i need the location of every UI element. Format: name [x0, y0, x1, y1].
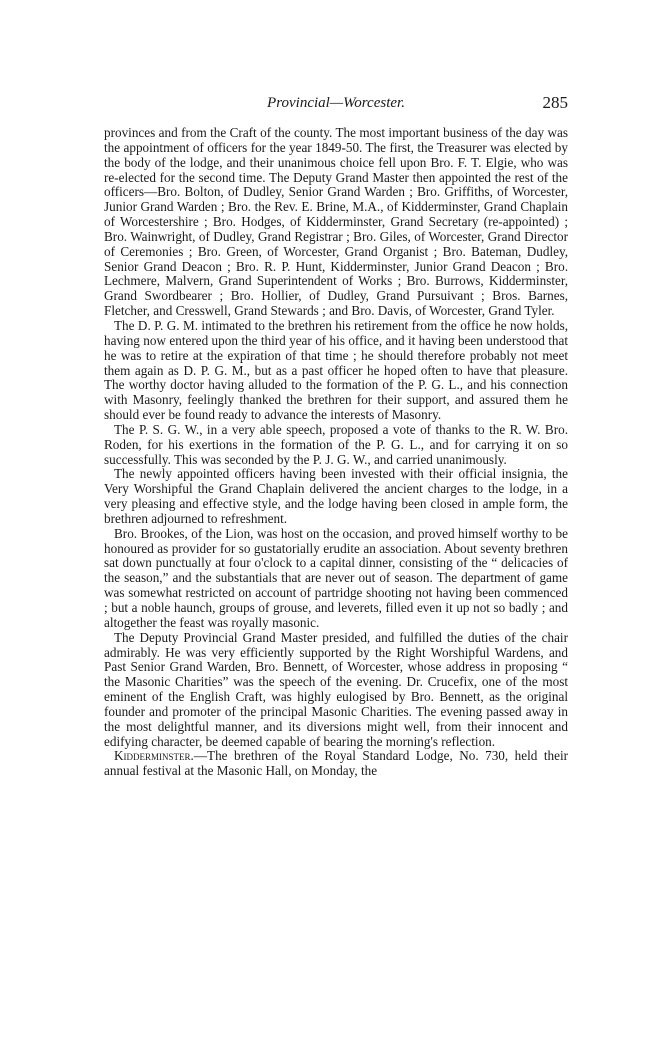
paragraph-dinner: Bro. Brookes, of the Lion, was host on the occasion, and proved himself worthy to be honoured as provider for so gustatorially erudite an association. About seventy brethren sat down punctually at four o'clock to a capital dinner, consisting of the “ delicacies of the season,” and the substantials that are never out of season. The department of game was somewhat restricted on account of partridge shooting not having been commenced ; but a noble haunch, groups of grouse, and leverets, filled even it up not so badly ; and altogether the feast was royally masonic. — [104, 525, 568, 630]
paragraph-investiture: The newly appointed officers having been invested with their official insignia, the Very Worshipful the Grand Chaplain delivered the ancient charges to the lodge, in a very pleasing and effective style, and the lodge having been closed in ample form, the brethren adjourned to refreshment. — [104, 466, 568, 526]
paragraph-retirement: The D. P. G. M. intimated to the brethren his retirement from the office he now holds, having now entered upon the third year of his office, and it having been understood that he was to retire at the expiration of that time ; he should therefore probably not meet them again as D. P. G. M., but as a past officer he hoped often to have that pleasure. The worthy doctor having alluded to the formation of the P. G. L., and his connection with Masonry, feelingly thanked the brethren for their support, and assured them he should ever be found ready to advance the interests of Masonry. — [104, 317, 568, 423]
running-title: Provincial—Worcester. — [267, 95, 405, 111]
section-lead: Kidderminster. — [114, 748, 194, 764]
paragraph-kidderminster — [104, 749, 568, 779]
paragraph-officers: provinces and from the Craft of the county. The most important business of the day was the appointment of officers for the year 1849-50. The first, the Treasurer was elected by the body of the lodge, and their unanimous choice fell upon Bro. F. T. Elgie, who was re-elected for the second time. The Deputy Grand Master then appointed the rest of the officers—Bro. Bolton, of Dudley, Senior Grand Warden ; Bro. Griffiths, of Worcester, Junior Grand Warden ; Bro. the Rev. E. Brine, M.A., of Kidderminster, Grand Chaplain of Worcestershire ; Bro. Hodges, of Kidderminster, Grand Secretary (re-appointed) ; Bro. Wainwright, of Dudley, Grand Registrar ; Bro. Giles, of Worcester, Grand Director of Ceremonies ; Bro. Green, of Worcester, Grand Organist ; Bro. Bateman, Dudley, Senior Grand Deacon ; Bro. R. P. Hunt, Kidderminster, Junior Grand Deacon ; Bro. Lechmere, Malvern, Grand Superintendent of Works ; Bro. Burrows, Kidderminster, Grand Swordbearer ; Bro. Hollier, of Dudley, Grand Pursuivant ; Bros. Barnes, Fletcher, and Cresswell, Grand Stewards ; and Bro. Davis, of Worcester, Grand Tyler. — [104, 125, 568, 319]
section-text: —The brethren of the Royal Standard Lodge, No. 730, held their annual festival at the Masonic Hall, on Monday, the — [104, 748, 568, 779]
page-number: 285 — [542, 93, 568, 112]
paragraph-vote-of-thanks: The P. S. G. W., in a very able speech, proposed a vote of thanks to the R. W. Bro. Roden, for his exertions in the formation of the P. G. L., and for carrying it on so successfully. This was seconded by the P. J. G. W., and carried unanimously. — [104, 421, 568, 467]
page-header — [104, 93, 568, 115]
body-text — [104, 126, 568, 779]
paragraph-chair: The Deputy Provincial Grand Master presided, and fulfilled the duties of the chair admirably. He was very efficiently supported by the Right Worshipful Wardens, and Past Senior Grand Warden, Bro. Bennett, of Worcester, whose address in proposing “ the Masonic Charities” was the speech of the evening. Dr. Crucefix, one of the most eminent of the English Craft, was highly eulogised by Bro. Bennett, as the original founder and promoter of the principal Masonic Charities. The evening passed away in the most delightful manner, and its diversions might well, from their innocent and edifying character, be deemed capable of bearing the morning's reflection. — [104, 629, 568, 749]
